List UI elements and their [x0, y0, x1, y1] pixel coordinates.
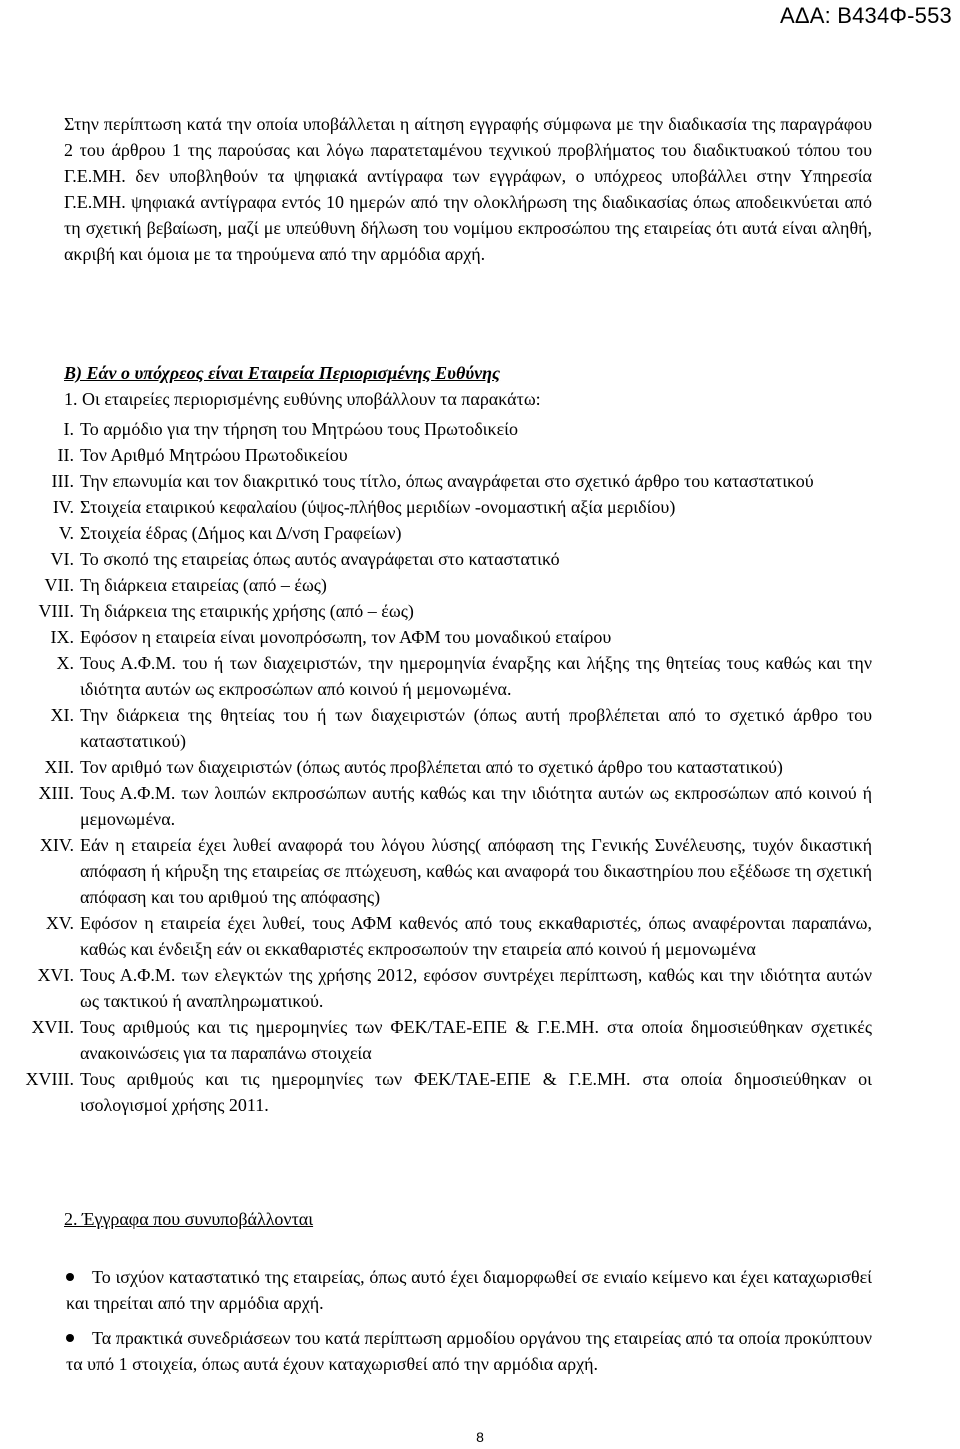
item-number: IX. [50, 627, 74, 647]
list-item [63, 416, 872, 442]
item-number: X. [56, 653, 74, 673]
section-2-heading: 2. Έγγραφα που συνυποβάλλονται [64, 1209, 314, 1229]
list-item [66, 1325, 872, 1377]
item-text: Στοιχεία έδρας (Δήμος και Δ/νση Γραφείων) [80, 523, 402, 543]
item-text: Τους Α.Φ.Μ. του ή των διαχειριστών, την ημερομηνία έναρξης και λήξης της θητείας τους καθώς και την ιδιότητα αυτών ως εκπροσώπων από κοινού ή μεμονωμένα. [80, 653, 872, 699]
item-number: XVII. [31, 1017, 74, 1037]
item-number: II. [57, 445, 74, 465]
list-item [52, 494, 872, 520]
documents-list [66, 1264, 872, 1386]
item-number: VII. [44, 575, 74, 595]
list-item [58, 520, 872, 546]
item-number: VIII. [38, 601, 74, 621]
item-number: VI. [50, 549, 74, 569]
item-text: Εφόσον η εταιρεία είναι μονοπρόσωπη, τον ΑΦΜ του μοναδικού εταίρου [80, 627, 612, 647]
item-text: Το αρμόδιο για την τήρηση του Μητρώου τους Πρωτοδικείο [80, 419, 518, 439]
list-item [38, 598, 872, 624]
item-text: Εφόσον η εταιρεία έχει λυθεί, τους ΑΦΜ καθενός από τους εκκαθαριστές, όπως αναφέρονται παραπάνω, καθώς και ένδειξη εάν οι εκκαθαριστές εκπροσωπούν την εταιρεία από κοινού ή μεμονωμένα [80, 913, 872, 959]
item-text: Εάν η εταιρεία έχει λυθεί αναφορά του λόγου λύσης( απόφαση της Γενικής Συνέλευσης, τυχόν δικαστική απόφαση ή κήρυξη της εταιρείας σε πτώχευση, καθώς και αναφορά του δικαστηρίου που εξέδωσε τη σχετική απόφαση και του αριθμού της απόφασης) [80, 835, 872, 907]
requirements-list [25, 416, 872, 1118]
list-item [31, 1014, 872, 1066]
list-item [51, 468, 872, 494]
page-number: 8 [476, 1429, 484, 1445]
bullet-icon [66, 1334, 74, 1342]
item-text: Την επωνυμία και τον διακριτικό τους τίτλο, όπως αναγράφεται στο σχετικό άρθρο του καταστατικού [80, 471, 814, 491]
item-number: XII. [44, 757, 74, 777]
intro-paragraph: Στην περίπτωση κατά την οποία υποβάλλεται η αίτηση εγγραφής σύμφωνα με την διαδικασία της παραγράφου 2 του άρθρου 1 της παρούσας και λόγω παρατεταμένου τεχνικού προβλήματος του διαδικτυακού τόπου του Γ.Ε.ΜΗ. δεν υποβληθούν τα ψηφιακά αντίγραφα των εγγράφων, ο υπόχρεος υποβάλλει στην Υπηρεσία Γ.Ε.ΜΗ. ψηφιακά αντίγραφα εντός 10 ημερών από την ολοκλήρωση της διαδικασίας όπως αποδεικνύεται από τη σχετική βεβαίωση, μαζί με υπεύθυνη δήλωση του νομίμου εκπροσώπου της εταιρείας ότι αυτά είναι αληθή, ακριβή και όμοια με τα τηρούμενα από την αρμόδια αρχή. [64, 114, 872, 264]
list-item [56, 650, 872, 702]
item-number: XIII. [38, 783, 74, 803]
item-number: XV. [45, 913, 74, 933]
ada-code: ΑΔΑ: Β434Φ-553 [779, 3, 952, 28]
list-item [57, 442, 872, 468]
list-item [37, 962, 872, 1014]
item-text: Τους αριθμούς και τις ημερομηνίες των ΦΕΚ/ΤΑΕ-ΕΠΕ & Γ.Ε.ΜΗ. στα οποία δημοσιεύθηκαν σχετικές ανακοινώσεις για τα παραπάνω στοιχεία [80, 1017, 872, 1063]
list-item [44, 572, 872, 598]
item-number: IV. [52, 497, 74, 517]
item-text: Τους αριθμούς και τις ημερομηνίες των ΦΕΚ/ΤΑΕ-ΕΠΕ & Γ.Ε.ΜΗ. στα οποία δημοσιεύθηκαν οι ισολογισμοί χρήσης 2011. [80, 1069, 872, 1115]
list-item [50, 546, 872, 572]
item-number: XVIII. [25, 1069, 74, 1089]
item-number: III. [51, 471, 74, 491]
section-b-intro: 1. Οι εταιρείες περιορισμένης ευθύνης υποβάλλουν τα παρακάτω: [64, 389, 541, 409]
item-number: XI. [50, 705, 74, 725]
list-item [45, 910, 872, 962]
list-item [50, 702, 872, 754]
list-item [50, 624, 872, 650]
bullet-icon [66, 1273, 74, 1281]
list-item [25, 1066, 872, 1118]
item-text: Την διάρκεια της θητείας του ή των διαχειριστών (όπως αυτή προβλέπεται από το σχετικό άρθρο του καταστατικού) [80, 705, 872, 751]
bullet-text: Το ισχύον καταστατικό της εταιρείας, όπως αυτό έχει διαμορφωθεί σε ενιαίο κείμενο και έχει καταχωρισθεί και τηρείται από την αρμόδια αρχή. [66, 1267, 872, 1313]
item-text: Τον Αριθμό Μητρώου Πρωτοδικείου [80, 445, 348, 465]
section-b-heading: Β) Εάν ο υπόχρεος είναι Εταιρεία Περιορισμένης Ευθύνης [64, 363, 501, 383]
item-number: XIV. [39, 835, 74, 855]
item-text: Τους Α.Φ.Μ. των ελεγκτών της χρήσης 2012, εφόσον συντρέχει περίπτωση, καθώς και την ιδιότητα αυτών ως τακτικού ή αναπληρωματικού. [80, 965, 872, 1011]
list-item [66, 1264, 872, 1316]
list-item [39, 832, 872, 910]
item-number: I. [63, 419, 74, 439]
item-number: V. [58, 523, 74, 543]
list-item [38, 780, 872, 832]
item-text: Τον αριθμό των διαχειριστών (όπως αυτός προβλέπεται από το σχετικό άρθρο του καταστατικού) [80, 757, 783, 777]
item-text: Τους Α.Φ.Μ. των λοιπών εκπροσώπων αυτής καθώς και την ιδιότητα αυτών ως εκπροσώπων από κοινού ή μεμονωμένα. [80, 783, 872, 829]
bullet-text: Τα πρακτικά συνεδριάσεων του κατά περίπτωση αρμοδίου οργάνου της εταιρείας από τα οποία προκύπτουν τα υπό 1 στοιχεία, όπως αυτά έχουν καταχωρισθεί από την αρμόδια αρχή. [66, 1328, 872, 1374]
item-text: Στοιχεία εταιρικού κεφαλαίου (ύψος-πλήθος μεριδίων -ονομαστική αξία μεριδίου) [80, 497, 676, 517]
item-text: Τη διάρκεια της εταιρικής χρήσης (από – έως) [80, 601, 414, 621]
item-text: Το σκοπό της εταιρείας όπως αυτός αναγράφεται στο καταστατικό [80, 549, 560, 569]
item-number: XVI. [37, 965, 74, 985]
list-item [44, 754, 872, 780]
item-text: Τη διάρκεια εταιρείας (από – έως) [80, 575, 327, 595]
